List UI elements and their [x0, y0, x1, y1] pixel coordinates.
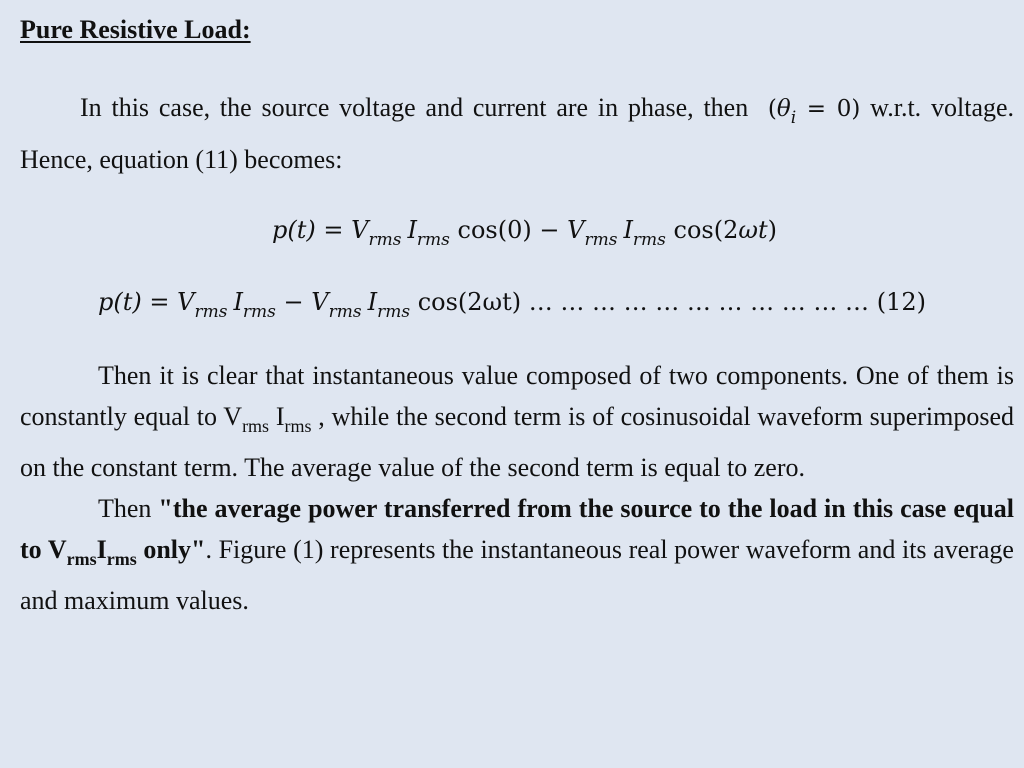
- equation-12: $p(t) = V_{rms}$ $I_{rms} - V_{rms}$ $I_{rms}$ cos(2ωt) … … … … … … … … … … … (12): [98, 288, 926, 322]
- intro-text-2: w.r.t. voltage. Hence, equation (11) becomes:: [20, 93, 1015, 174]
- equation-number: (12): [876, 288, 926, 316]
- equation-dots: … … … … … … … … … … …: [528, 288, 877, 316]
- bold-statement: "the average power transferred from the source to the load in this case equal to $V_{rms}I_{rms}$ only": [20, 494, 1015, 569]
- intro-text: In this case, the source voltage and current are in phase, then: [80, 93, 749, 122]
- explanation-paragraph: Then it is clear that instantaneous value composed of two components. One of them is constantly equal to $V_{rms}$ $I_{rms}$ , while the second term is of cosinusoidal waveform superimposed on the constant term. The average value of the second term is equal to zero. Then "the average power transferred from the source to the load in this case equal to $V_{rms}I_{rms}$ only". Figure (1) represents the instantaneous real power waveform and its average and maximum values.: [20, 361, 1015, 615]
- section-heading: Pure Resistive Load:: [20, 15, 251, 44]
- intro-paragraph: [20, 87, 1014, 180]
- equation-1: $p(t) = V_{rms}$ $I_{rms}$ $\cos(0) - V_{rms}$ $I_{rms}$ cos(2ωt): [272, 216, 777, 250]
- theta-expression: $(\theta_i = 0)$: [767, 96, 861, 128]
